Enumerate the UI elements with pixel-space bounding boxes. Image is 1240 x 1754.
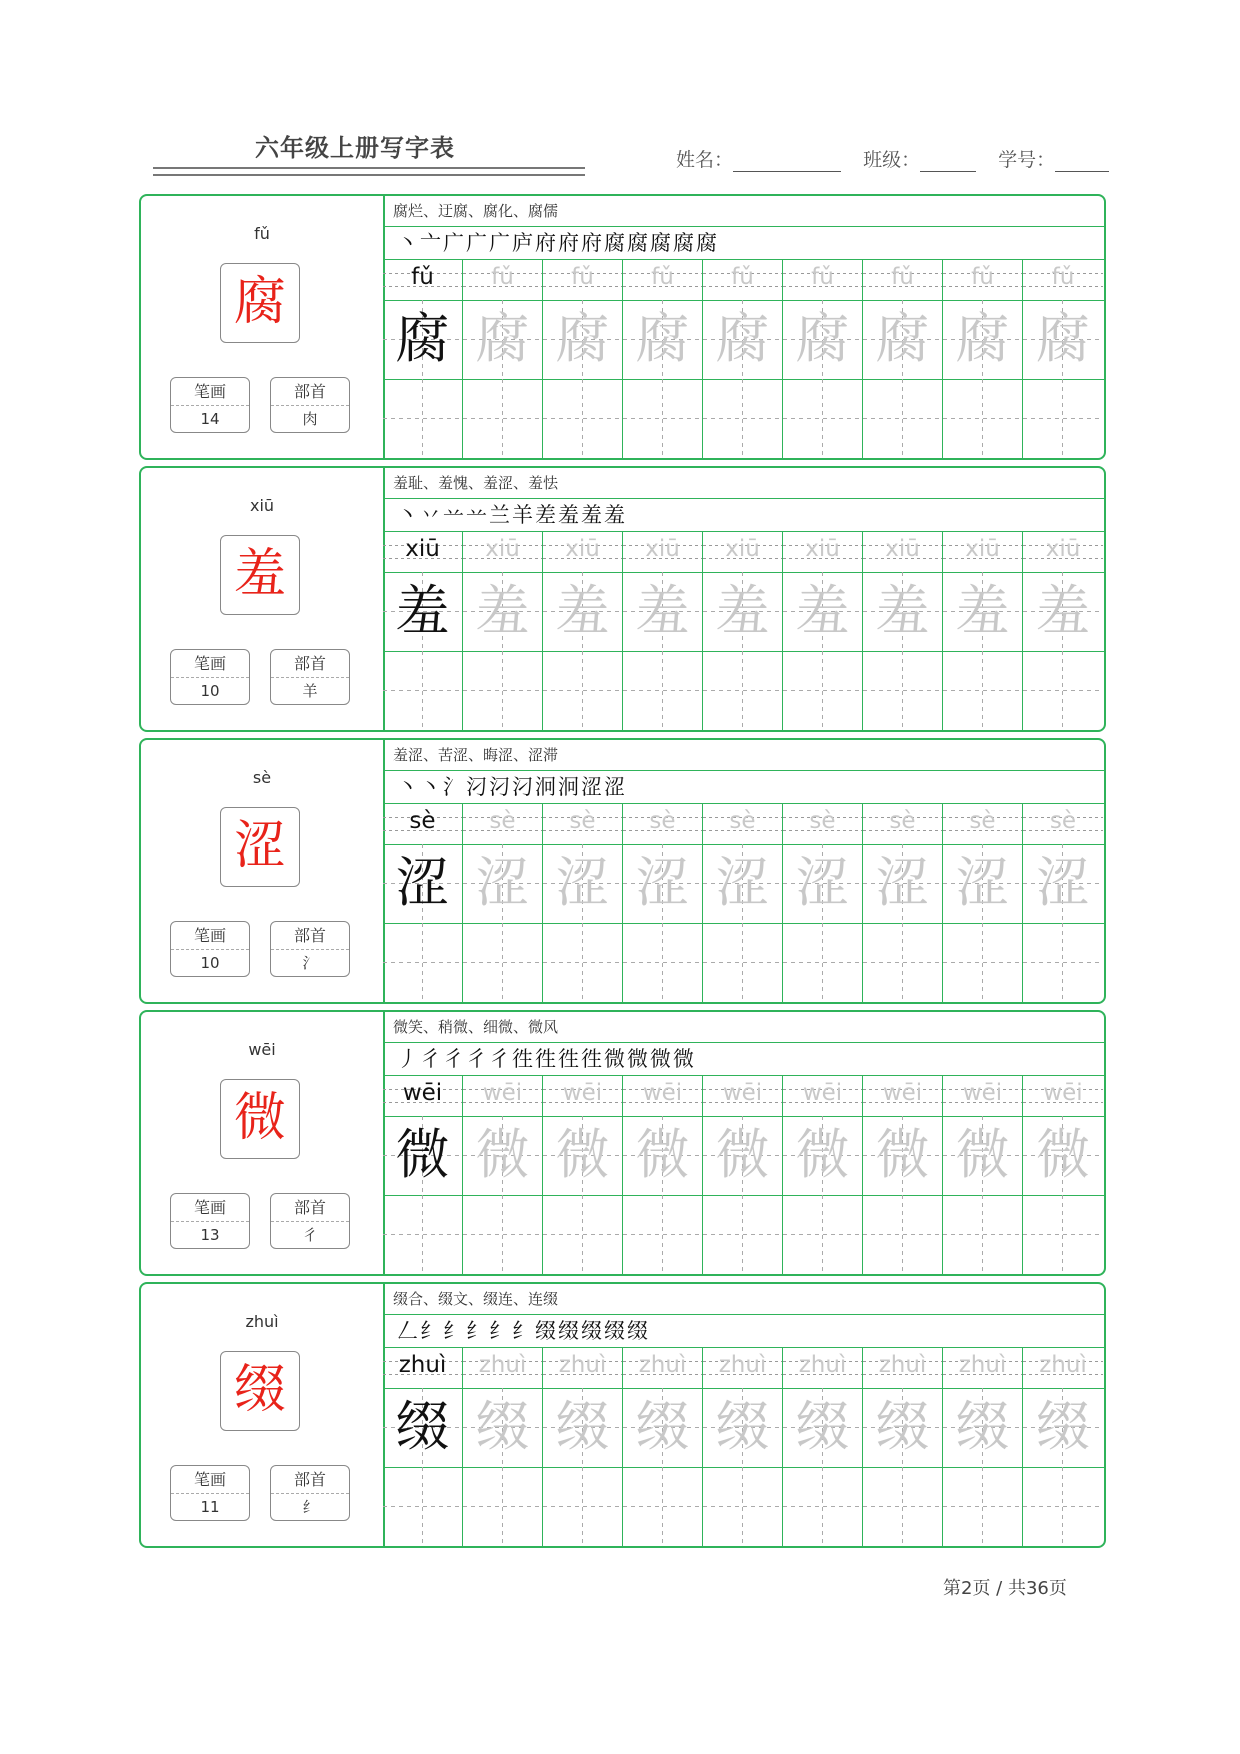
practice-area [383,1284,1104,1546]
radical-value: 肉 [302,410,318,428]
character-trace[interactable]: 缀 [863,1388,943,1467]
practice-cell[interactable] [543,1195,623,1274]
practice-cell[interactable] [383,651,463,730]
pinyin-trace[interactable]: zhuì [1023,1348,1103,1388]
character-trace[interactable]: 缀 [943,1388,1023,1467]
pinyin-trace[interactable]: xiū [543,532,623,572]
practice-cell[interactable] [783,651,863,730]
character-card [139,466,1106,732]
pinyin-model: zhuì [383,1348,463,1388]
pinyin-model: fǔ [383,260,463,300]
practice-cell[interactable] [703,379,783,458]
character-trace[interactable]: 羞 [943,572,1023,651]
pinyin-trace[interactable]: fǔ [543,260,623,300]
character-trace[interactable]: 腐 [703,300,783,379]
pinyin-row [383,1348,1106,1389]
name-label: 姓名： [676,149,734,171]
stroke-count-box [170,649,250,705]
practice-area [383,740,1104,1002]
stroke-order [383,771,1104,804]
radical-box [270,921,350,977]
practice-cell[interactable] [943,923,1023,1002]
practice-cell[interactable] [783,1467,863,1546]
stroke-step: 泂 [558,775,581,799]
stroke-step: 丷 [420,503,443,527]
pinyin-trace[interactable]: zhuì [783,1348,863,1388]
pinyin-trace[interactable]: zhuì [463,1348,543,1388]
character-trace[interactable]: 羞 [1023,572,1103,651]
character-trace[interactable]: 羞 [623,572,703,651]
pinyin-trace[interactable]: wēi [463,1076,543,1116]
radical-label: 部首 [271,650,349,678]
stroke-step: 丶 [397,503,420,527]
pinyin-trace[interactable]: xiū [863,532,943,572]
stroke-step: 汈 [512,775,535,799]
character-summary [141,1012,385,1274]
stroke-step: 腐 [673,231,696,255]
character-trace[interactable]: 涩 [1023,844,1103,923]
character-trace[interactable]: 缀 [783,1388,863,1467]
character-model: 腐 [383,300,463,379]
practice-cell[interactable] [783,379,863,458]
blank-practice-row [383,1195,1106,1274]
page-title: 六年级上册写字表 [255,134,455,162]
pinyin-trace[interactable]: wēi [1023,1076,1103,1116]
practice-cell[interactable] [383,379,463,458]
practice-cell[interactable] [863,1467,943,1546]
stroke-count-label: 笔画 [171,1466,249,1494]
radical-value: 羊 [302,682,318,700]
character-summary [141,468,385,730]
character-summary [141,1284,385,1546]
stroke-count-value: 14 [200,410,220,428]
character-trace[interactable]: 腐 [943,300,1023,379]
stroke-step: 徃 [558,1047,581,1071]
stroke-step: 缀 [581,1319,604,1343]
practice-cell[interactable] [623,1467,703,1546]
blank-practice-row [383,379,1106,458]
stroke-step: 丿 [397,1047,420,1071]
stroke-step: 微 [627,1047,650,1071]
practice-grid [383,1348,1106,1546]
stroke-step: 府 [558,231,581,255]
model-character: 羞 [220,535,300,615]
practice-cell[interactable] [703,1195,783,1274]
stroke-count-value: 11 [200,1498,220,1516]
stroke-step: 丶 [420,775,443,799]
stroke-order [383,499,1104,532]
character-trace[interactable]: 微 [863,1116,943,1195]
stroke-step: 纟 [420,1319,443,1343]
pinyin-trace[interactable]: wēi [623,1076,703,1116]
character-pinyin: zhuì [245,1312,279,1331]
character-trace[interactable]: 缀 [623,1388,703,1467]
character-trace[interactable]: 羞 [863,572,943,651]
practice-cell[interactable] [383,1467,463,1546]
character-trace[interactable]: 缀 [1023,1388,1103,1467]
stroke-step: 缀 [627,1319,650,1343]
pinyin-model: sè [383,804,463,844]
radical-value: 纟 [302,1498,318,1516]
pinyin-trace[interactable]: sè [623,804,703,844]
stroke-step: 纟 [512,1319,535,1343]
stroke-step: 丶 [397,231,420,255]
stroke-count-label: 笔画 [171,650,249,678]
stroke-step: 府 [535,231,558,255]
practice-cell[interactable] [463,651,543,730]
stroke-step: 微 [650,1047,673,1071]
blank-practice-row [383,1467,1106,1546]
trace-row [383,300,1106,380]
practice-cell[interactable] [383,923,463,1002]
pinyin-model: xiū [383,532,463,572]
stroke-count-value: 13 [200,1226,220,1244]
character-trace[interactable]: 微 [543,1116,623,1195]
practice-cell[interactable] [703,651,783,730]
trace-row [383,572,1106,652]
stroke-step: 羞 [558,503,581,527]
practice-cell[interactable] [543,1467,623,1546]
stroke-count-label: 笔画 [171,922,249,950]
character-trace[interactable]: 腐 [783,300,863,379]
character-trace[interactable]: 微 [623,1116,703,1195]
pinyin-trace[interactable]: wēi [543,1076,623,1116]
character-trace[interactable]: 微 [463,1116,543,1195]
radical-label: 部首 [271,1194,349,1222]
character-trace[interactable]: 腐 [463,300,543,379]
pinyin-trace[interactable]: fǔ [943,260,1023,300]
pinyin-trace[interactable]: wēi [783,1076,863,1116]
stroke-step: 纟 [489,1319,512,1343]
practice-cell[interactable] [943,379,1023,458]
character-trace[interactable]: 涩 [703,844,783,923]
trace-row [383,844,1106,924]
pinyin-trace[interactable]: wēi [943,1076,1023,1116]
character-trace[interactable]: 羞 [783,572,863,651]
radical-box [270,1465,350,1521]
stroke-count-box [170,377,250,433]
pinyin-trace[interactable]: sè [703,804,783,844]
practice-cell[interactable] [783,923,863,1002]
stroke-count-label: 笔画 [171,1194,249,1222]
stroke-count-box [170,921,250,977]
stroke-step: 彳 [489,1047,512,1071]
class-blank[interactable] [920,151,976,172]
stroke-step: 羞 [604,503,627,527]
stroke-step: 彳 [443,1047,466,1071]
page-number: 第2页 / 共36页 [943,1578,1067,1599]
model-character: 缀 [220,1351,300,1431]
pinyin-trace[interactable]: fǔ [623,260,703,300]
pinyin-trace[interactable]: zhuì [943,1348,1023,1388]
character-trace[interactable]: 涩 [623,844,703,923]
class-label: 班级： [863,149,921,171]
pinyin-trace[interactable]: sè [543,804,623,844]
character-pinyin: fǔ [254,224,270,243]
practice-cell[interactable] [943,651,1023,730]
practice-cell[interactable] [943,1467,1023,1546]
student-info [676,145,1109,172]
practice-grid [383,804,1106,1002]
example-words: 羞涩、苦涩、晦涩、涩滞 [383,740,1104,771]
radical-box [270,377,350,433]
stroke-step: 涩 [581,775,604,799]
stroke-step: 涩 [604,775,627,799]
character-trace[interactable]: 微 [703,1116,783,1195]
pinyin-trace[interactable]: fǔ [1023,260,1103,300]
character-trace[interactable]: 腐 [543,300,623,379]
stroke-step: 庐 [512,231,535,255]
model-character: 涩 [220,807,300,887]
radical-label: 部首 [271,378,349,406]
pinyin-trace[interactable]: sè [943,804,1023,844]
pinyin-model: wēi [383,1076,463,1116]
pinyin-trace[interactable]: fǔ [703,260,783,300]
stroke-step: 䒑 [443,503,466,527]
character-model: 羞 [383,572,463,651]
character-trace[interactable]: 涩 [943,844,1023,923]
stroke-step: 徃 [512,1047,535,1071]
stroke-step: 腐 [650,231,673,255]
stroke-count-label: 笔画 [171,378,249,406]
practice-grid [383,260,1106,458]
radical-box [270,1193,350,1249]
character-pinyin: wēi [248,1040,276,1059]
character-trace[interactable]: 缀 [543,1388,623,1467]
stroke-count-value: 10 [200,682,220,700]
stroke-step: 羞 [581,503,604,527]
pinyin-row [383,804,1106,845]
practice-cell[interactable] [863,651,943,730]
pinyin-trace[interactable]: fǔ [783,260,863,300]
character-trace[interactable]: 羞 [463,572,543,651]
trace-row [383,1116,1106,1196]
practice-area [383,468,1104,730]
character-card [139,1010,1106,1276]
stroke-step: 纟 [466,1319,489,1343]
pinyin-row [383,1076,1106,1117]
practice-cell[interactable] [463,379,543,458]
stroke-step: 差 [535,503,558,527]
example-words: 羞耻、羞愧、羞涩、羞怯 [383,468,1104,499]
title-underline [153,167,585,176]
stroke-step: 兰 [489,503,512,527]
stroke-step: 𠃋 [397,1319,420,1343]
radical-value: 彳 [302,1226,318,1244]
trace-row [383,1388,1106,1468]
model-character: 微 [220,1079,300,1159]
practice-cell[interactable] [1023,1195,1103,1274]
stroke-step: 广 [443,231,466,255]
practice-cell[interactable] [623,651,703,730]
practice-cell[interactable] [1023,379,1103,458]
character-card [139,194,1106,460]
stroke-step: 徃 [535,1047,558,1071]
practice-cell[interactable] [543,651,623,730]
stroke-step: 亠 [420,231,443,255]
practice-cell[interactable] [783,1195,863,1274]
blank-practice-row [383,651,1106,730]
model-character: 腐 [220,263,300,343]
practice-cell[interactable] [623,379,703,458]
stroke-step: 广 [466,231,489,255]
radical-value: 氵 [302,954,318,972]
pinyin-trace[interactable]: sè [1023,804,1103,844]
practice-grid [383,1076,1106,1274]
practice-cell[interactable] [863,1195,943,1274]
radical-box [270,649,350,705]
stroke-step: 腐 [604,231,627,255]
radical-label: 部首 [271,922,349,950]
pinyin-trace[interactable]: wēi [703,1076,783,1116]
pinyin-row [383,260,1106,301]
character-model: 缀 [383,1388,463,1467]
practice-cell[interactable] [463,1467,543,1546]
stroke-step: 腐 [696,231,719,255]
pinyin-trace[interactable]: xiū [703,532,783,572]
stroke-count-box [170,1193,250,1249]
character-card [139,738,1106,1004]
practice-cell[interactable] [1023,1467,1103,1546]
practice-cell[interactable] [543,923,623,1002]
example-words: 微笑、稍微、细微、微风 [383,1012,1104,1043]
practice-cell[interactable] [623,923,703,1002]
stroke-step: 汈 [489,775,512,799]
pinyin-trace[interactable]: xiū [943,532,1023,572]
pinyin-trace[interactable]: xiū [463,532,543,572]
pinyin-trace[interactable]: fǔ [463,260,543,300]
character-trace[interactable]: 涩 [463,844,543,923]
stroke-step: 微 [604,1047,627,1071]
stroke-step: 汈 [466,775,489,799]
pinyin-trace[interactable]: zhuì [863,1348,943,1388]
radical-label: 部首 [271,1466,349,1494]
character-model: 微 [383,1116,463,1195]
pinyin-trace[interactable]: xiū [623,532,703,572]
stroke-step: 䒑 [466,503,489,527]
pinyin-trace[interactable]: sè [863,804,943,844]
character-trace[interactable]: 微 [783,1116,863,1195]
practice-cell[interactable] [863,923,943,1002]
character-trace[interactable]: 涩 [543,844,623,923]
practice-cell[interactable] [463,923,543,1002]
pinyin-trace[interactable]: zhuì [543,1348,623,1388]
stroke-step: 泂 [535,775,558,799]
pinyin-row [383,532,1106,573]
character-summary [141,196,385,458]
character-card [139,1282,1106,1548]
pinyin-trace[interactable]: fǔ [863,260,943,300]
example-words: 腐烂、迂腐、腐化、腐儒 [383,196,1104,227]
character-trace[interactable]: 涩 [783,844,863,923]
stroke-order [383,1315,1104,1348]
stroke-step: 缀 [535,1319,558,1343]
stroke-step: 氵 [443,775,466,799]
student-id-blank[interactable] [1055,151,1109,172]
character-trace[interactable]: 涩 [863,844,943,923]
stroke-step: 缀 [558,1319,581,1343]
pinyin-trace[interactable]: sè [783,804,863,844]
example-words: 缀合、缀文、缀连、连缀 [383,1284,1104,1315]
character-pinyin: sè [252,768,272,787]
character-trace[interactable]: 腐 [623,300,703,379]
practice-grid [383,532,1106,730]
practice-cell[interactable] [703,923,783,1002]
character-trace[interactable]: 羞 [543,572,623,651]
stroke-count-value: 10 [200,954,220,972]
blank-practice-row [383,923,1106,1002]
pinyin-trace[interactable]: wēi [863,1076,943,1116]
pinyin-trace[interactable]: sè [463,804,543,844]
stroke-step: 府 [581,231,604,255]
character-trace[interactable]: 微 [943,1116,1023,1195]
pinyin-trace[interactable]: xiū [783,532,863,572]
stroke-step: 丶 [397,775,420,799]
stroke-step: 广 [489,231,512,255]
stroke-order [383,1043,1104,1076]
practice-area [383,1012,1104,1274]
stroke-step: 微 [673,1047,696,1071]
stroke-step: 彳 [466,1047,489,1071]
character-trace[interactable]: 羞 [703,572,783,651]
practice-cell[interactable] [863,379,943,458]
practice-cell[interactable] [463,1195,543,1274]
character-trace[interactable]: 缀 [703,1388,783,1467]
stroke-step: 腐 [627,231,650,255]
pinyin-trace[interactable]: zhuì [623,1348,703,1388]
stroke-step: 彳 [420,1047,443,1071]
practice-area [383,196,1104,458]
practice-cell[interactable] [623,1195,703,1274]
character-summary [141,740,385,1002]
practice-cell[interactable] [383,1195,463,1274]
stroke-step: 纟 [443,1319,466,1343]
stroke-step: 缀 [604,1319,627,1343]
stroke-step: 羊 [512,503,535,527]
practice-cell[interactable] [1023,651,1103,730]
pinyin-trace[interactable]: xiū [1023,532,1103,572]
character-trace[interactable]: 微 [1023,1116,1103,1195]
character-trace[interactable]: 腐 [1023,300,1103,379]
pinyin-trace[interactable]: zhuì [703,1348,783,1388]
stroke-step: 徃 [581,1047,604,1071]
student-id-label: 学号： [998,149,1056,171]
name-blank[interactable] [733,151,841,172]
practice-cell[interactable] [943,1195,1023,1274]
character-pinyin: xiū [249,496,275,515]
character-model: 涩 [383,844,463,923]
practice-cell[interactable] [1023,923,1103,1002]
character-trace[interactable]: 缀 [463,1388,543,1467]
character-trace[interactable]: 腐 [863,300,943,379]
practice-cell[interactable] [543,379,623,458]
stroke-order [383,227,1104,260]
practice-cell[interactable] [703,1467,783,1546]
stroke-count-box [170,1465,250,1521]
